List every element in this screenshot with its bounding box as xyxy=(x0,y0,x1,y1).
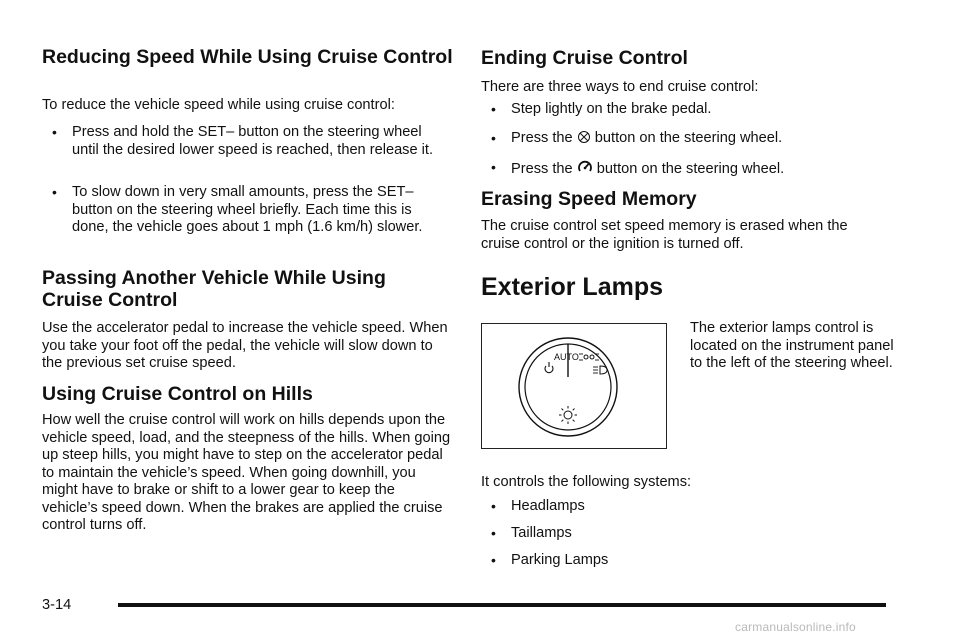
ending-intro: There are three ways to end cruise control: xyxy=(481,79,759,95)
bullet-icon: • xyxy=(52,124,57,140)
passing-body: Use the accelerator pedal to increase the vehicle speed. When you take your foot off the pedal, the vehicle will slow down to the previous set cruise speed. xyxy=(42,320,448,371)
cruise-on-off-icon xyxy=(577,159,593,175)
heading-exterior-lamps: Exterior Lamps xyxy=(481,273,664,301)
exterior-lamps-illustration xyxy=(481,323,667,449)
exterior-side-text: The exterior lamps control is located on the instrument panel to the left of the steering wheel. xyxy=(690,320,894,371)
list-item: • Press the button on the steering wheel. xyxy=(491,159,785,177)
heading-passing: Passing Another Vehicle While Using Cruise Control xyxy=(42,267,386,311)
heading-ending-cruise: Ending Cruise Control xyxy=(481,47,688,69)
list-item: • Parking Lamps xyxy=(491,552,609,568)
erasing-body: The cruise control set speed memory is erased when the cruise control or the ignition is turned off. xyxy=(481,218,848,252)
bullet-icon: • xyxy=(491,130,496,146)
list-item: • Taillamps xyxy=(491,525,572,541)
watermark: carmanualsonline.info xyxy=(735,620,856,634)
lamp-dial-icon xyxy=(482,324,665,447)
bullet-icon: • xyxy=(491,498,496,514)
heading-erasing: Erasing Speed Memory xyxy=(481,188,697,210)
controls-intro: It controls the following systems: xyxy=(481,474,692,490)
list-item: • Step lightly on the brake pedal. xyxy=(491,101,712,117)
list-item: • Press the button on the steering wheel. xyxy=(491,130,783,146)
cruise-cancel-icon xyxy=(577,130,591,144)
list-item: • To slow down in very small amounts, press the SET– button on the steering wheel briefly. Each time this is done, the vehicle goes about 1 mph (1.6 km/h) slower. xyxy=(52,184,423,235)
heading-reducing-speed: Reducing Speed While Using Cruise Control xyxy=(42,46,453,68)
reducing-intro: To reduce the vehicle speed while using cruise control: xyxy=(42,97,395,113)
footer-rule xyxy=(118,603,886,607)
headlamp-icon xyxy=(593,366,607,374)
auto-label: AUTO xyxy=(554,352,579,362)
list-item: • Press and hold the SET– button on the steering wheel until the desired lower speed is reached, then release it. xyxy=(52,124,434,158)
bullet-icon: • xyxy=(491,525,496,541)
hills-body: How well the cruise control will work on hills depends upon the vehicle speed, load, and the steepness of the hills. When going up steep hills, you might have to step on the accelerator pedal to maintain the vehicle’s speed. When going downhill, you might have to brake or shift to a lower gear to keep the vehicle’s speed down. When the brakes are applied the cruise control turns off. xyxy=(42,412,451,533)
heading-hills: Using Cruise Control on Hills xyxy=(42,383,313,405)
page-number: 3-14 xyxy=(42,597,72,613)
power-icon xyxy=(545,362,553,373)
bullet-icon: • xyxy=(491,159,496,175)
interior-lamp-icon xyxy=(559,406,577,424)
list-item: • Headlamps xyxy=(491,498,585,514)
bullet-icon: • xyxy=(491,101,496,117)
bullet-icon: • xyxy=(491,552,496,568)
bullet-icon: • xyxy=(52,184,57,200)
